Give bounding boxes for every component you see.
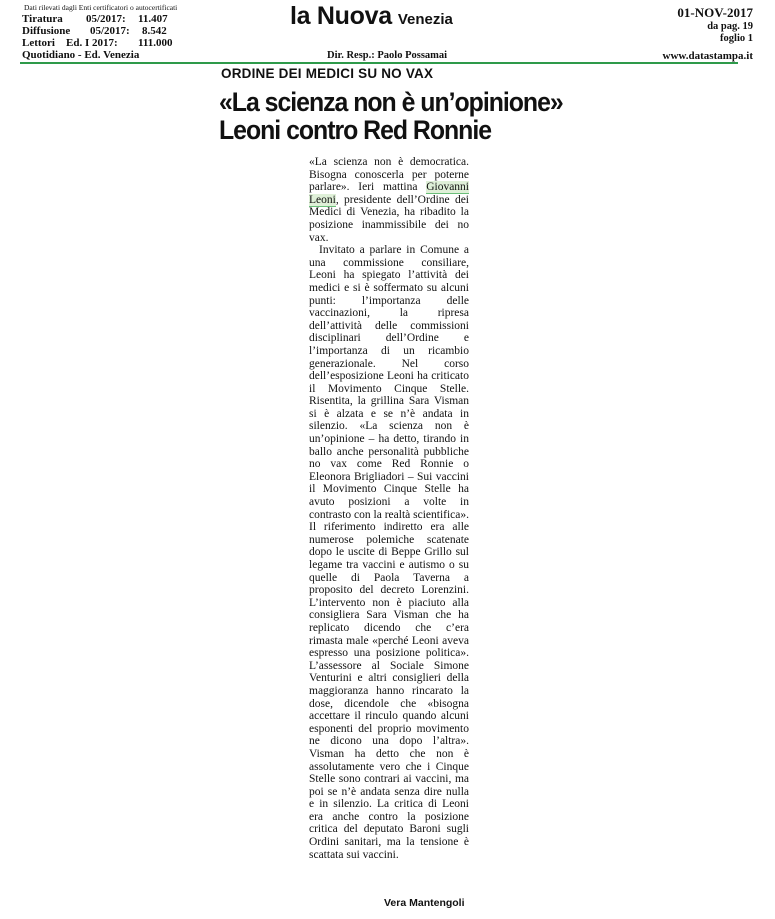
director-line: Dir. Resp.: Paolo Possamai	[327, 50, 448, 61]
issue-info	[663, 5, 753, 62]
paragraph-text: «La scienza non è democratica. Bisogna conoscerla per poterne parlare». Ieri mattina	[309, 156, 469, 194]
highlighted-name: Leoni	[309, 193, 336, 206]
page-ref: da pag. 19	[707, 21, 753, 32]
stats-block	[22, 3, 177, 61]
stat-value: 111.000	[138, 37, 173, 49]
paragraph-1	[309, 156, 469, 244]
stat-period: Ed. I 2017:	[66, 37, 118, 49]
sheet-number: foglio 1	[720, 33, 753, 44]
website-link[interactable]: www.datastampa.it	[662, 50, 753, 62]
stat-key: Diffusione	[22, 25, 71, 37]
stat-key: Lettori	[22, 37, 55, 49]
article-kicker: ORDINE DEI MEDICI SU NO VAX	[221, 66, 434, 81]
byline: Vera Mantengoli	[384, 897, 465, 909]
stat-key: Tiratura	[22, 13, 63, 25]
headline-line-2: Leoni contro Red Ronnie	[219, 115, 492, 145]
highlighted-name: Giovanni	[426, 181, 469, 194]
masthead	[290, 2, 453, 31]
stat-period: 05/2017:	[86, 13, 126, 25]
paragraph-text: , presidente dell’Ordine dei Medici di Venezia, ha ribadito la posizione inammissibile dei no vax.	[309, 193, 469, 244]
headline-line-1: «La scienza non è un’opinione»	[219, 87, 563, 117]
edition-label: Quotidiano - Ed. Venezia	[22, 49, 140, 61]
header-divider	[20, 62, 738, 64]
stat-period: 05/2017:	[90, 25, 130, 37]
stat-row-tiratura	[22, 13, 177, 25]
issue-date: 01-NOV-2017	[677, 5, 753, 20]
stat-row-lettori	[22, 37, 177, 49]
article-headline	[219, 88, 563, 144]
article-body	[309, 156, 469, 861]
stat-value: 11.407	[138, 13, 168, 25]
masthead-paper: la Nuova	[290, 2, 392, 30]
stat-row-diffusione	[22, 25, 177, 37]
certification-note: Dati rilevati dagli Enti certificatori o autocertificati	[24, 3, 178, 12]
stat-value: 8.542	[142, 25, 167, 37]
masthead-city: Venezia	[397, 11, 453, 28]
paragraph-2: Invitato a parlare in Comune a una commissione consiliare, Leoni ha spiegato l’attività dei medici e si è soffermato su alcuni punti: l’importanza delle vaccinazioni, la ripresa dell’attività delle commissioni disciplinari dell’Ordine e l’importanza di un ricambio generazionale. Nel corso dell’esposizione Leoni ha criticato il Movimento Cinque Stelle. Risentita, la grillina Sara Visman si è alzata e se n’è andata in silenzio. «La scienza non è un’opinione – ha detto, tirando in ballo anche personalità pubbliche no vax come Red Ronnie o Eleonora Brigliadori – Sui vaccini il Movimento Cinque Stelle ha avuto posizioni a volte in contrasto con la realtà scientifica». Il riferimento indiretto era alle numerose polemiche scatenate dopo le uscite di Beppe Grillo sul legame tra vaccini e autismo o su quelle di Paola Taverna a proposito del decreto Lorenzini. L’intervento non è piaciuto alla consigliera Sara Visman che ha replicato dicendo che c’era rimasta male «perché Leoni aveva espresso una posizione politica». L’assessore al Sociale Simone Venturini e altri consiglieri della maggioranza hanno rincarato la dose, dicendole che «bisogna accettare il rinculo quando alcuni esponenti del proprio movimento ne dicono una dopo l’altra». Visman ha detto che non è assolutamente vero che i Cinque Stelle sono contrari ai vaccini, ma poi se n’è andata senza dire nulla e in silenzio. La critica di Leoni era anche contro la posizione critica del deputato Baroni sugli Ordini sanitari, ma la tensione è scattata sui vaccini.	[309, 244, 469, 861]
